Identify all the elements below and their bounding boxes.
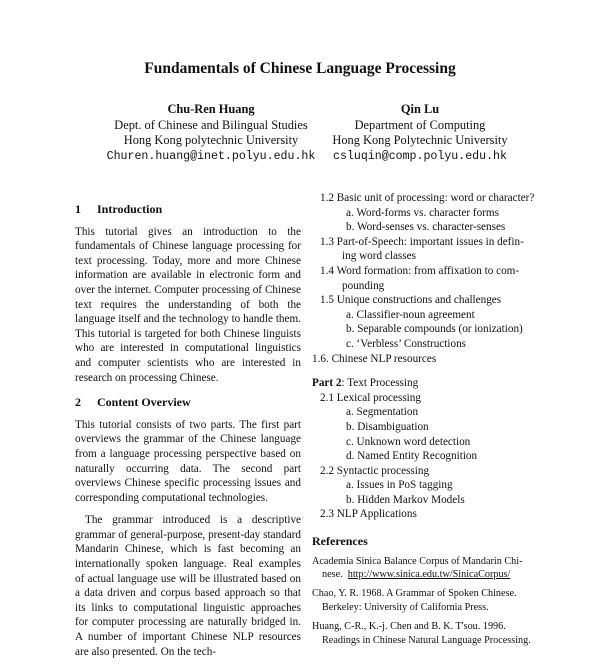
- section-number: 1: [75, 202, 81, 216]
- author-email[interactable]: csluqin@comp.polyu.edu.hk: [333, 149, 507, 163]
- references-heading: References: [312, 534, 368, 549]
- reference-line: Chao, Y. R. 1968. A Grammar of Spoken Chinese.: [312, 588, 517, 600]
- reference-entry: [312, 587, 544, 614]
- section-heading-content-overview: [75, 395, 301, 410]
- reference-line: Readings in Chinese Natural Language Processing.: [322, 634, 531, 646]
- part-title: : Text Processing: [341, 377, 419, 390]
- overview-paragraph-2: The grammar introduced is a descriptive grammar of general-purpose, present-day standard Mandarin Chinese, which is fast becoming an internationally spoken language. Real examples of actual language use will be illustrated based on a data driven and corpus based approach so that its links to computational linguistic approaches for computer processing are naturally bridged in. A number of important Chinese NLP resources are also presented. On the tech-: [75, 514, 301, 658]
- author-dept: Department of Computing: [354, 117, 486, 132]
- overview-paragraph-1: This tutorial consists of two parts. The first part overviews the grammar of the Chinese language from a language processing perspective based on naturally occurring data. The second part overviews Chinese specific processing issues and corresponding computational technologies.: [75, 418, 301, 504]
- outline-item: 2.3 NLP Applications: [320, 508, 417, 521]
- author-org: Hong Kong Polytechnic University: [332, 133, 508, 147]
- author-email[interactable]: Churen.huang@inet.polyu.edu.hk: [106, 149, 316, 163]
- outline-subitem: d. Named Entity Recognition: [346, 450, 478, 463]
- left-column: [75, 202, 301, 667]
- reference-line: Huang, C-R., K.-j. Chen and B. K. T'sou. 1996.: [312, 621, 506, 633]
- outline-subitem: c. ‘Verbless’ Constructions: [346, 337, 467, 350]
- part-label: Part 2: [312, 377, 342, 390]
- reference-entry: [312, 620, 544, 647]
- reference-line: Berkeley: University of California Press.: [322, 601, 489, 613]
- section-heading-introduction: [75, 202, 301, 217]
- reference-entry: [312, 555, 544, 582]
- reference-text: nese.: [322, 569, 343, 581]
- outline-item: 2.2 Syntactic processing: [320, 464, 430, 477]
- outline-item: [312, 264, 544, 293]
- outline-subitem: a. Classifier-noun agreement: [346, 308, 475, 321]
- paper-title: Fundamentals of Chinese Language Processing: [144, 60, 456, 77]
- author-block-lu: [280, 102, 560, 164]
- right-column: [312, 191, 544, 653]
- outline-subitem: a. Word-forms vs. character forms: [346, 206, 499, 219]
- part-heading: [312, 376, 544, 391]
- outline-item: 1.2 Basic unit of processing: word or character?: [320, 192, 535, 204]
- section-number: 2: [75, 395, 81, 410]
- outline-subitem: b. Separable compounds (or ionization): [346, 323, 523, 336]
- outline-item: 1.6. Chinese NLP resources: [312, 352, 437, 365]
- reference-line: [312, 568, 544, 581]
- outline-subitem: b. Word-senses vs. character-senses: [346, 221, 506, 234]
- outline-subitem: a. Issues in PoS tagging: [346, 479, 453, 492]
- outline-item: 1.5 Unique constructions and challenges: [320, 294, 502, 307]
- author-name: Chu-Ren Huang: [167, 102, 255, 116]
- outline-item-line: ing word classes: [342, 250, 416, 263]
- author-org: Hong Kong polytechnic University: [123, 133, 299, 147]
- outline-subitem: a. Segmentation: [346, 406, 419, 419]
- outline-item: [312, 235, 544, 264]
- reference-link[interactable]: http://www.sinica.edu.tw/SinicaCorpus/: [347, 569, 511, 581]
- section-title: Introduction: [97, 202, 163, 216]
- author-name: Qin Lu: [400, 102, 440, 116]
- reference-line: Academia Sinica Balance Corpus of Mandarin Chi-: [312, 555, 523, 567]
- outline-subitem: b. Disambiguation: [346, 420, 429, 433]
- section-title: Content Overview: [97, 395, 191, 410]
- outline-subitem: b. Hidden Markov Models: [346, 493, 465, 506]
- outline-item-line: pounding: [342, 279, 385, 292]
- introduction-paragraph: This tutorial gives an introduction to the fundamentals of Chinese language processing for text processing. Today, more and more Chinese information are available in electronic form and over the internet. Computer processing of Chinese text requires the understanding of both the language itself and the technology to handle them. This tutorial is targeted for both Chinese linguists who are interested in computational linguistics and computer scientists who are interested in research on processing Chinese.: [75, 225, 301, 384]
- outline-item-line: 1.4 Word formation: from affixation to com-: [320, 264, 520, 277]
- author-dept: Dept. of Chinese and Bilingual Studies: [114, 117, 308, 132]
- outline-subitem: c. Unknown word detection: [346, 435, 471, 448]
- outline-item-line: 1.3 Part-of-Speech: important issues in defin-: [320, 235, 524, 248]
- outline-item: 2.1 Lexical processing: [320, 391, 421, 404]
